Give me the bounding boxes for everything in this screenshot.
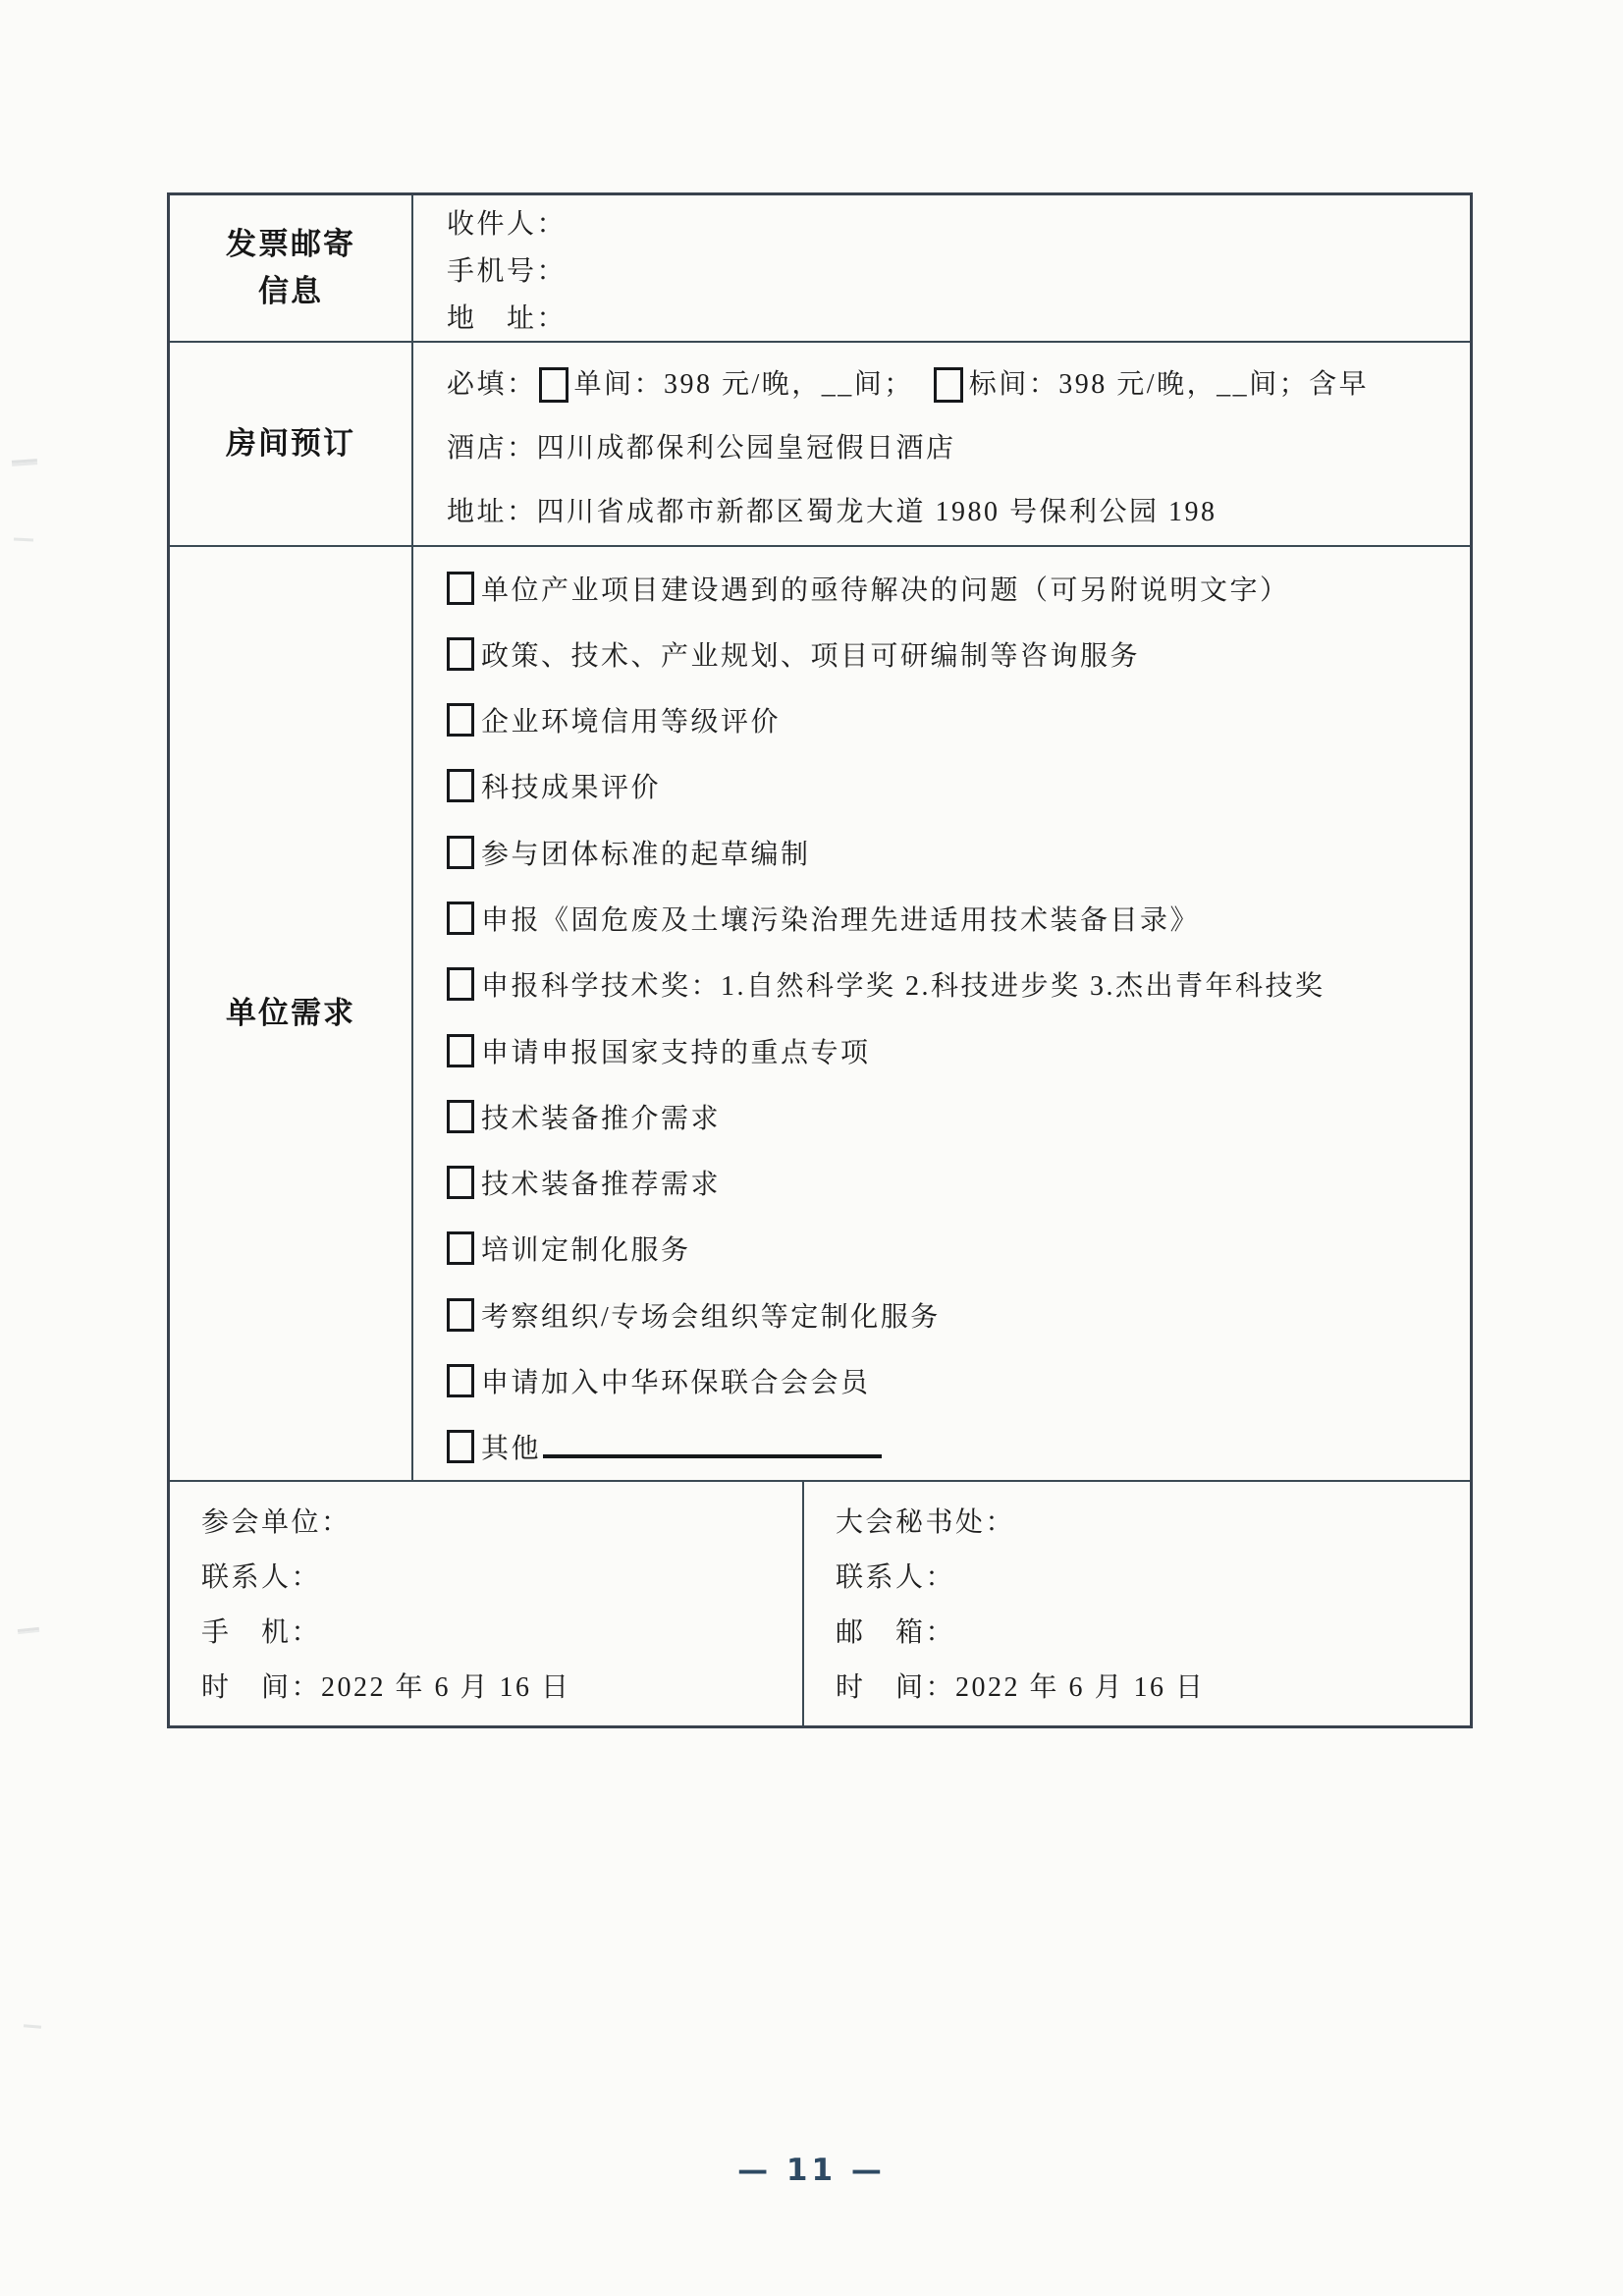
room-booking-content: [413, 343, 1470, 545]
need-label-9: 技术装备推荐需求: [481, 1170, 722, 1201]
need-label-7: 申请申报国家支持的重点专项: [481, 1037, 871, 1068]
secretariat-contact-label: 联系人：: [836, 1562, 956, 1593]
hotel-line: 酒店：四川成都保利公园皇冠假日酒店: [447, 432, 956, 464]
secretariat-cell: [804, 1482, 1470, 1725]
need-checkbox-2[interactable]: [447, 703, 474, 737]
room-booking-row: [170, 343, 1470, 547]
need-label-1: 政策、技术、产业规划、项目可研编制等咨询服务: [481, 640, 1141, 672]
address-label: 地 址：: [447, 303, 568, 334]
need-checkbox-1[interactable]: [447, 637, 474, 671]
invoice-header-line1: 发票邮寄: [226, 226, 355, 261]
need-item: [445, 1031, 1456, 1070]
unit-needs-header: 单位需求: [170, 547, 413, 1480]
invoice-mailing-header: [170, 195, 413, 341]
invoice-header-line2: 信息: [258, 274, 323, 308]
need-item: [445, 964, 1456, 1004]
invoice-mailing-content: [413, 195, 1470, 341]
unit-needs-row: [170, 547, 1470, 1482]
single-room-label: 单间：398 元/晚，__间；: [573, 368, 914, 400]
recipient-label: 收件人：: [447, 209, 568, 240]
signature-row: [170, 1482, 1470, 1725]
need-checkbox-11[interactable]: [447, 1298, 474, 1332]
need-label-11: 考察组织/专场会组织等定制化服务: [481, 1301, 941, 1333]
secretariat-date-label: 时 间：2022 年 6 月 16 日: [836, 1672, 1206, 1703]
scan-artifact: [24, 2024, 41, 2029]
mobile-label: 手机号：: [447, 256, 568, 287]
room-booking-header: 房间预订: [170, 343, 413, 545]
need-checkbox-10[interactable]: [447, 1231, 474, 1265]
need-label-2: 企业环境信用等级评价: [481, 707, 782, 738]
need-item: [445, 1427, 1456, 1466]
need-checkbox-12[interactable]: [447, 1364, 474, 1397]
need-item: [445, 569, 1456, 608]
page-number: — 11 —: [737, 2153, 886, 2188]
need-label-0: 单位产业项目建设遇到的亟待解决的问题（可另附说明文字）: [481, 574, 1290, 606]
standard-room-label: 标间：398 元/晚，__间；含早: [968, 368, 1370, 400]
need-label-4: 参与团体标准的起草编制: [481, 839, 811, 870]
single-room-checkbox[interactable]: [539, 367, 568, 403]
need-item: [445, 1097, 1456, 1136]
hotel-address-line: 地址：四川省成都市新都区蜀龙大道 1980 号保利公园 198: [447, 497, 1217, 528]
need-item: [445, 833, 1456, 872]
registration-form-table: [167, 192, 1473, 1728]
need-checkbox-7[interactable]: [447, 1034, 474, 1067]
attendee-contact-label: 联系人：: [201, 1562, 322, 1593]
unit-needs-content: [413, 547, 1470, 1480]
need-item: [445, 1163, 1456, 1202]
need-checkbox-6[interactable]: [447, 967, 474, 1001]
need-checkbox-9[interactable]: [447, 1166, 474, 1199]
other-blank-line[interactable]: [543, 1435, 882, 1458]
secretariat-email-label: 邮 箱：: [836, 1617, 956, 1648]
need-label-5: 申报《固危废及土壤污染治理先进适用技术装备目录》: [481, 905, 1201, 937]
need-item: [445, 634, 1456, 674]
need-item: [445, 1361, 1456, 1400]
need-checkbox-13[interactable]: [447, 1430, 474, 1463]
need-item: [445, 1229, 1456, 1268]
need-label-10: 培训定制化服务: [481, 1235, 691, 1267]
need-checkbox-8[interactable]: [447, 1100, 474, 1133]
secretariat-label: 大会秘书处：: [836, 1507, 1016, 1538]
attendee-unit-cell: [170, 1482, 804, 1725]
attendee-unit-label: 参会单位：: [201, 1507, 352, 1538]
need-label-12: 申请加入中华环保联合会会员: [481, 1368, 871, 1399]
scan-artifact: [12, 459, 37, 466]
need-item: [445, 700, 1456, 739]
need-checkbox-3[interactable]: [447, 769, 474, 802]
attendee-date-label: 时 间：2022 年 6 月 16 日: [201, 1672, 571, 1703]
need-item: [445, 1295, 1456, 1335]
need-label-13: 其他: [481, 1434, 542, 1465]
scan-artifact: [18, 1627, 39, 1634]
need-label-8: 技术装备推介需求: [481, 1103, 722, 1134]
need-label-3: 科技成果评价: [481, 773, 662, 804]
invoice-mailing-row: [170, 195, 1470, 343]
room-required-line: [447, 365, 1454, 405]
required-prefix-label: 必填：: [447, 368, 537, 400]
need-item: [445, 766, 1456, 805]
need-checkbox-0[interactable]: [447, 572, 474, 605]
need-checkbox-4[interactable]: [447, 836, 474, 869]
scan-artifact: [14, 537, 33, 541]
standard-room-checkbox[interactable]: [934, 367, 963, 403]
need-checkbox-5[interactable]: [447, 902, 474, 935]
need-label-6: 申报科学技术奖：1.自然科学奖 2.科技进步奖 3.杰出青年科技奖: [481, 971, 1325, 1003]
attendee-mobile-label: 手 机：: [201, 1617, 322, 1648]
need-item: [445, 899, 1456, 938]
